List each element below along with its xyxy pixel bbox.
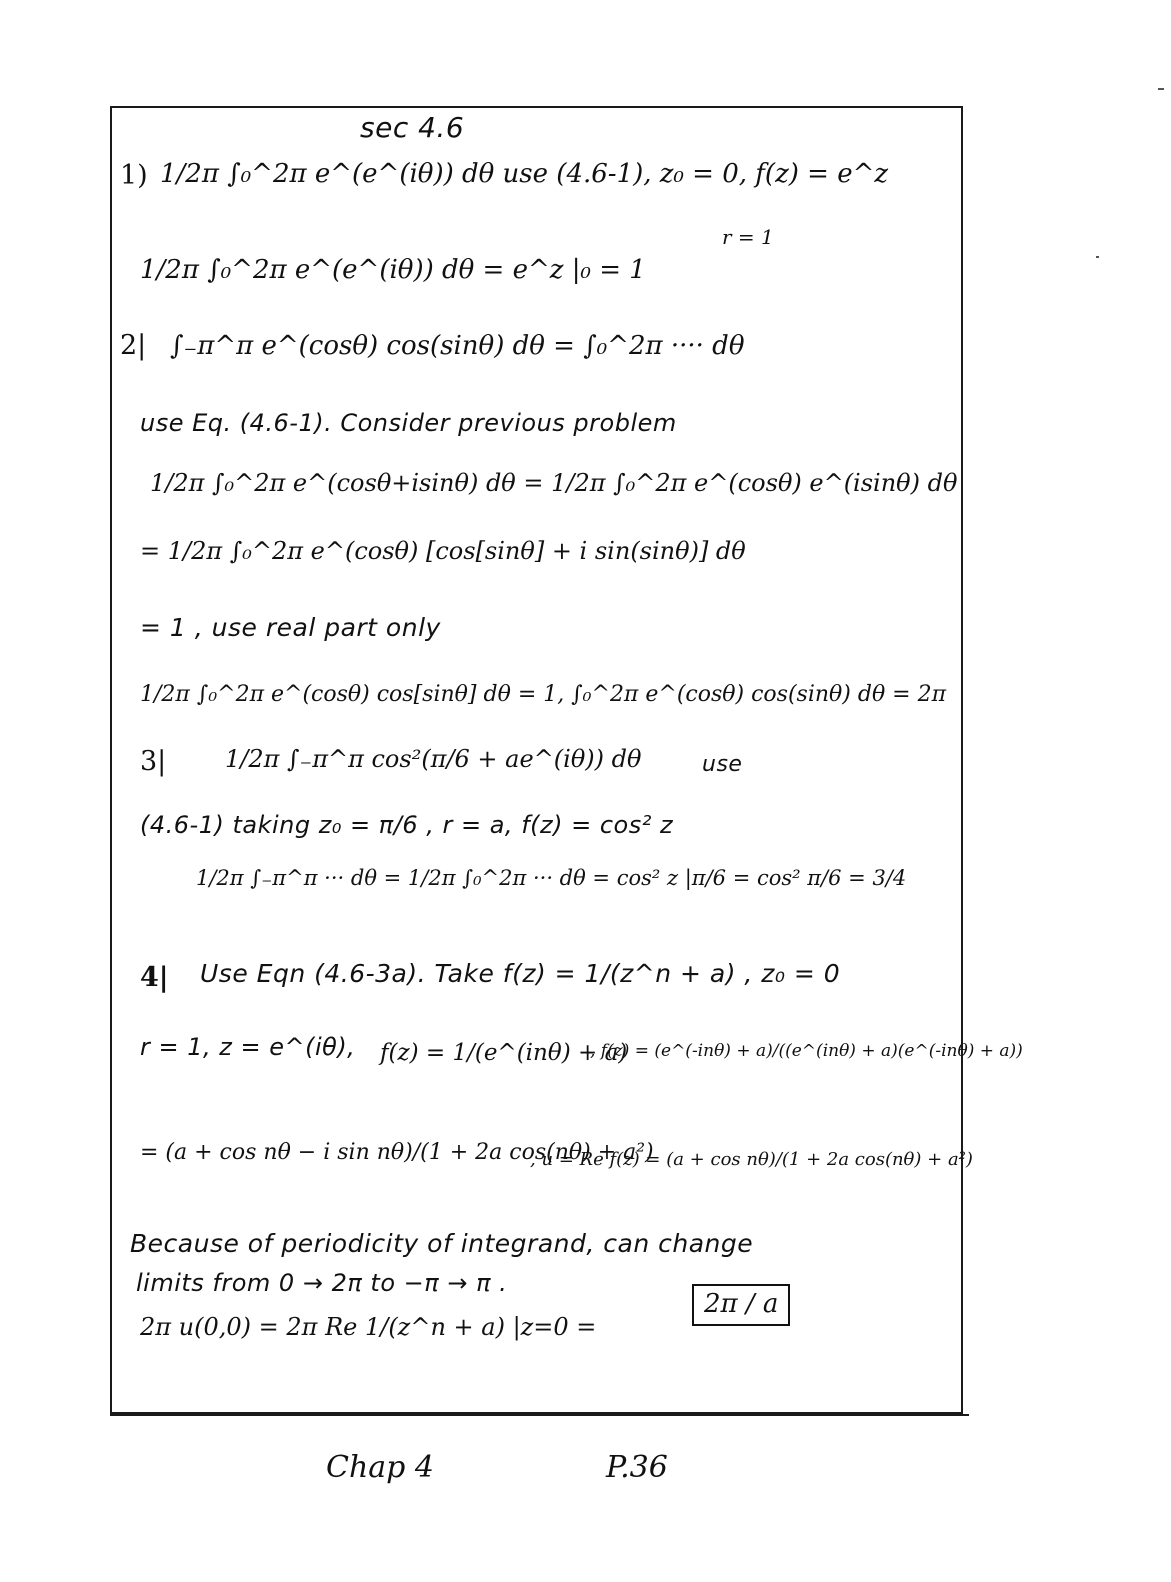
problem-3-line-3: (4.6-1) taking z₀ = π/6 , r = a, f(z) = cos² z	[140, 811, 674, 839]
footer-chapter: Chap 4	[326, 1450, 434, 1485]
problem-3-line-2: use	[702, 752, 743, 777]
final-answer-box	[692, 1284, 790, 1326]
problem-4-line-6: , u = Re f(z) = (a + cos nθ)/(1 + 2a cos(nθ) + a²)	[530, 1149, 973, 1170]
problem-3-number: 3|	[140, 746, 167, 777]
footer-page-number: P.36	[606, 1450, 668, 1485]
problem-4-line-1: Use Eqn (4.6-3a). Take f(z) = 1/(z^n + a) , z₀ = 0	[200, 959, 841, 988]
section-heading: sec 4.6	[360, 111, 465, 144]
problem-4-line-5: = (a + cos nθ − i sin nθ)/(1 + 2a cos(nθ) + a²)	[140, 1140, 654, 1165]
problem-4-line-7: Because of periodicity of integrand, can change	[130, 1229, 754, 1258]
problem-1-line-1: 1/2π ∫₀^2π e^(e^(iθ)) dθ use (4.6-1), z₀ = 0, f(z) = e^z	[160, 159, 889, 189]
problem-2-line-1: ∫₋π^π e^(cosθ) cos(sinθ) dθ = ∫₀^2π ···· dθ	[170, 331, 745, 361]
problem-1-number: 1)	[120, 160, 148, 191]
problem-3-line-4: 1/2π ∫₋π^π ··· dθ = 1/2π ∫₀^2π ··· dθ = cos² z |π/6 = cos² π/6 = 3/4	[196, 866, 907, 890]
problem-4-line-3: f(z) = 1/(e^(inθ) + a)	[380, 1040, 628, 1066]
problem-2-number: 2|	[120, 330, 147, 361]
problem-4-number: 4|	[140, 962, 169, 993]
problem-2-line-5: = 1 , use real part only	[140, 613, 441, 642]
problem-3-line-1: 1/2π ∫₋π^π cos²(π/6 + ae^(iθ)) dθ	[225, 745, 642, 773]
problem-2-line-2: use Eq. (4.6-1). Consider previous problem	[140, 409, 677, 437]
problem-4-line-8: limits from 0 → 2π to −π → π .	[136, 1269, 508, 1297]
problem-2-line-4: = 1/2π ∫₀^2π e^(cosθ) [cos[sinθ] + i sin(sinθ)] dθ	[140, 537, 746, 565]
problem-2-line-6: 1/2π ∫₀^2π e^(cosθ) cos[sinθ] dθ = 1, ∫₀^2π e^(cosθ) cos(sinθ) dθ = 2π	[140, 682, 947, 707]
problem-1-line-2: r = 1	[722, 225, 774, 249]
problem-4-line-9: 2π u(0,0) = 2π Re 1/(z^n + a) |z=0 =	[140, 1313, 597, 1341]
problem-4-line-2: r = 1, z = e^(iθ),	[140, 1033, 356, 1061]
scan-speck	[1096, 256, 1099, 258]
problem-2-line-3: 1/2π ∫₀^2π e^(cosθ+isinθ) dθ = 1/2π ∫₀^2π e^(cosθ) e^(isinθ) dθ	[150, 469, 958, 497]
problem-1-line-3: 1/2π ∫₀^2π e^(e^(iθ)) dθ = e^z |₀ = 1	[140, 255, 646, 285]
problem-4-line-4: , f(z) = (e^(-inθ) + a)/((e^(inθ) + a)(e^(-inθ) + a))	[590, 1041, 1023, 1061]
boxed-result: 2π / a	[692, 1284, 790, 1326]
scan-speck	[1158, 88, 1164, 90]
